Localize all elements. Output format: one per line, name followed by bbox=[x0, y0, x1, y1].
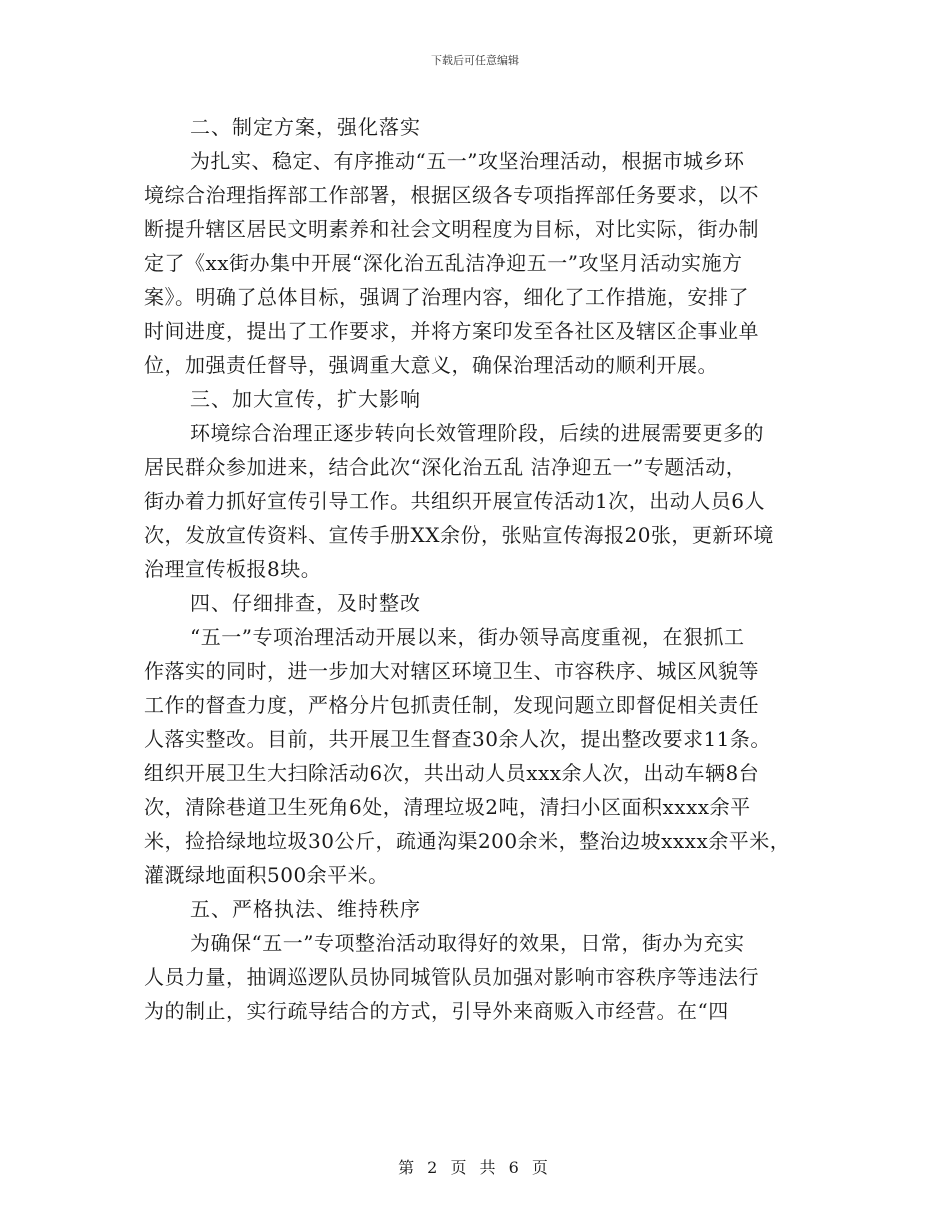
paragraph-line: 为扎实、稳定、有序推动“五一”攻坚治理活动，根据市城乡环 bbox=[190, 149, 745, 173]
paragraph-line: “五一”专项治理活动开展以来，街办领导高度重视，在狠抓工 bbox=[190, 625, 745, 649]
paragraph-line: 米，捡拾绿地垃圾30公斤，疏通沟渠200余米，整治边坡xxxx余平米， bbox=[144, 829, 791, 853]
section-heading: 三、加大宣传，扩大影响 bbox=[190, 387, 421, 411]
paragraph-line: 为的制止，实行疏导结合的方式，引导外来商贩入市经营。在“四 bbox=[144, 999, 729, 1023]
paragraph-line: 次，发放宣传资料、宣传手册XX余份，张贴宣传海报20张，更新环境 bbox=[144, 523, 774, 547]
paragraph-line: 位，加强责任督导，强调重大意义，确保治理活动的顺利开展。 bbox=[144, 353, 718, 377]
paragraph-line: 环境综合治理正逐步转向长效管理阶段，后续的进展需要更多的 bbox=[190, 421, 764, 445]
paragraph-line: 人落实整改。目前，共开展卫生督查30余人次，提出整改要求11条。 bbox=[144, 727, 771, 751]
section-heading: 五、严格执法、维持秩序 bbox=[190, 897, 421, 921]
paragraph-line: 作落实的同时，进一步加大对辖区环境卫生、市容秩序、城区风貌等 bbox=[144, 659, 759, 683]
paragraph-line: 次，清除巷道卫生死角6处，清理垃圾2吨，清扫小区面积xxxx余平 bbox=[144, 795, 751, 819]
paragraph-line: 灌溉绿地面积500余平米。 bbox=[144, 863, 389, 887]
paragraph-line: 案》。明确了总体目标，强调了治理内容，细化了工作措施，安排了 bbox=[144, 285, 749, 309]
page-header: 下载后可任意编辑 bbox=[431, 54, 519, 67]
page-footer: 第 2 页 共 6 页 bbox=[398, 1158, 552, 1177]
paragraph-line: 居民群众参加进来，结合此次“深化治五乱 洁净迎五一”专题活动， bbox=[144, 455, 747, 479]
paragraph-line: 时间进度，提出了工作要求，并将方案印发至各社区及辖区企事业单 bbox=[144, 319, 759, 343]
paragraph-line: 为确保“五一”专项整治活动取得好的效果，日常，街办为充实 bbox=[190, 931, 745, 955]
paragraph-line: 境综合治理指挥部工作部署，根据区级各专项指挥部任务要求，以不 bbox=[144, 183, 759, 207]
paragraph-line: 断提升辖区居民文明素养和社会文明程度为目标，对比实际，街办制 bbox=[144, 217, 759, 241]
paragraph-line: 组织开展卫生大扫除活动6次，共出动人员xxx余人次，出动车辆8台 bbox=[144, 761, 760, 785]
paragraph-line: 人员力量，抽调巡逻队员协同城管队员加强对影响市容秩序等违法行 bbox=[144, 965, 759, 989]
document-body bbox=[144, 110, 824, 1028]
paragraph-line: 定了《xx街办集中开展“深化治五乱洁净迎五一”攻坚月活动实施方 bbox=[144, 251, 743, 275]
section-heading: 二、制定方案，强化落实 bbox=[190, 115, 421, 139]
paragraph-line: 街办着力抓好宣传引导工作。共组织开展宣传活动1次，出动人员6人 bbox=[144, 489, 765, 513]
section-heading: 四、仔细排查，及时整改 bbox=[190, 591, 421, 615]
paragraph-line: 工作的督查力度，严格分片包抓责任制，发现问题立即督促相关责任 bbox=[144, 693, 759, 717]
paragraph-line: 治理宣传板报8块。 bbox=[144, 557, 322, 581]
